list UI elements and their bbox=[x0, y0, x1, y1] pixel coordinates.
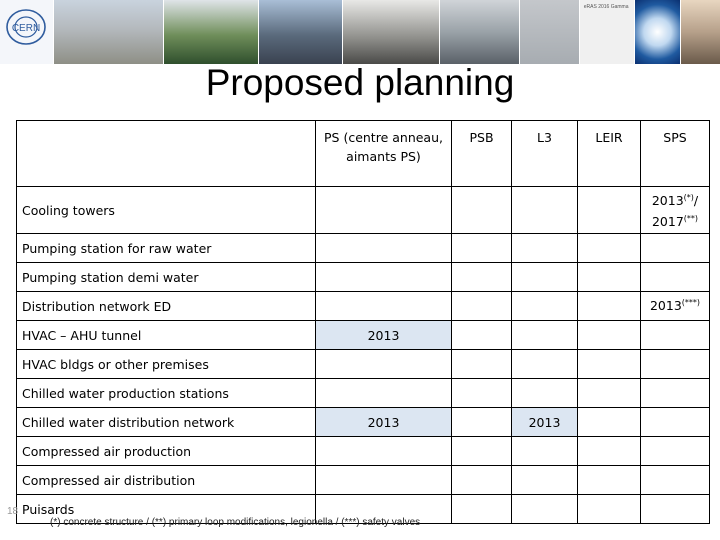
filters-photo bbox=[520, 0, 580, 64]
cooling-towers-photo bbox=[54, 0, 164, 64]
cooling-sps-cell bbox=[641, 187, 710, 234]
row-label: Cooling towers bbox=[17, 187, 316, 234]
pipes-photo bbox=[164, 0, 259, 64]
table-row bbox=[17, 408, 710, 437]
row-label: Pumping station for raw water bbox=[17, 234, 316, 263]
cooling-sps-slash: / bbox=[693, 193, 699, 208]
cooling-sps-year-b: 2017 bbox=[651, 214, 684, 230]
distribution-sps-year: 2013 bbox=[649, 298, 682, 314]
header-leir: LEIR bbox=[578, 121, 641, 187]
row-label: Distribution network ED bbox=[17, 292, 316, 321]
plant-room-photo bbox=[681, 0, 720, 64]
table-row bbox=[17, 321, 710, 350]
row-label: HVAC bldgs or other premises bbox=[17, 350, 316, 379]
row-label: Chilled water distribution network bbox=[17, 408, 316, 437]
table-row bbox=[17, 466, 710, 495]
tunnel-photo bbox=[343, 0, 440, 64]
thumbnail-caption: eRAS 2016 Gamma bbox=[583, 4, 629, 10]
chilled-dist-ps-cell: 2013 bbox=[316, 408, 452, 437]
cooling-sps-note-a: (*) bbox=[683, 192, 694, 202]
row-label: Compressed air production bbox=[17, 437, 316, 466]
table-header-row bbox=[17, 121, 710, 187]
planning-table bbox=[16, 120, 710, 524]
row-label: Compressed air distribution bbox=[17, 466, 316, 495]
row-label: Puisards bbox=[17, 495, 316, 524]
diagram-thumbnail bbox=[580, 0, 635, 64]
header-psb: PSB bbox=[452, 121, 512, 187]
table-row bbox=[17, 263, 710, 292]
hvac-ahu-ps-cell: 2013 bbox=[316, 321, 452, 350]
tanks-photo bbox=[440, 0, 520, 64]
header-ps: PS (centre anneau, aimants PS) bbox=[316, 121, 452, 187]
table-row bbox=[17, 187, 710, 234]
table-row bbox=[17, 437, 710, 466]
roof-units-photo bbox=[259, 0, 343, 64]
row-label: Chilled water production stations bbox=[17, 379, 316, 408]
cooling-sps-note-b: (**) bbox=[683, 214, 699, 223]
simulation-thumbnail bbox=[635, 0, 680, 64]
page-number: 18 bbox=[7, 506, 19, 517]
chilled-dist-l3-cell: 2013 bbox=[512, 408, 578, 437]
footnote: (*) concrete structure / (**) primary loop modifications, legionella / (***) safety valves bbox=[50, 517, 421, 528]
header-sps: SPS bbox=[641, 121, 710, 187]
cern-logo-tile bbox=[0, 0, 54, 64]
page-title: Proposed planning bbox=[205, 62, 515, 103]
header-l3: L3 bbox=[512, 121, 578, 187]
header-empty-cell bbox=[17, 121, 316, 187]
header-banner bbox=[0, 0, 720, 64]
table-row bbox=[17, 234, 710, 263]
row-label: Pumping station demi water bbox=[17, 263, 316, 292]
cooling-sps-year-a: 2013 bbox=[651, 193, 684, 208]
distribution-sps-cell bbox=[641, 292, 710, 321]
table-row bbox=[17, 292, 710, 321]
table-row bbox=[17, 379, 710, 408]
cern-logo-icon bbox=[5, 6, 47, 48]
cern-logo-text: CERN bbox=[11, 23, 41, 34]
row-label: HVAC – AHU tunnel bbox=[17, 321, 316, 350]
distribution-sps-note: (***) bbox=[681, 298, 701, 308]
table-row bbox=[17, 350, 710, 379]
